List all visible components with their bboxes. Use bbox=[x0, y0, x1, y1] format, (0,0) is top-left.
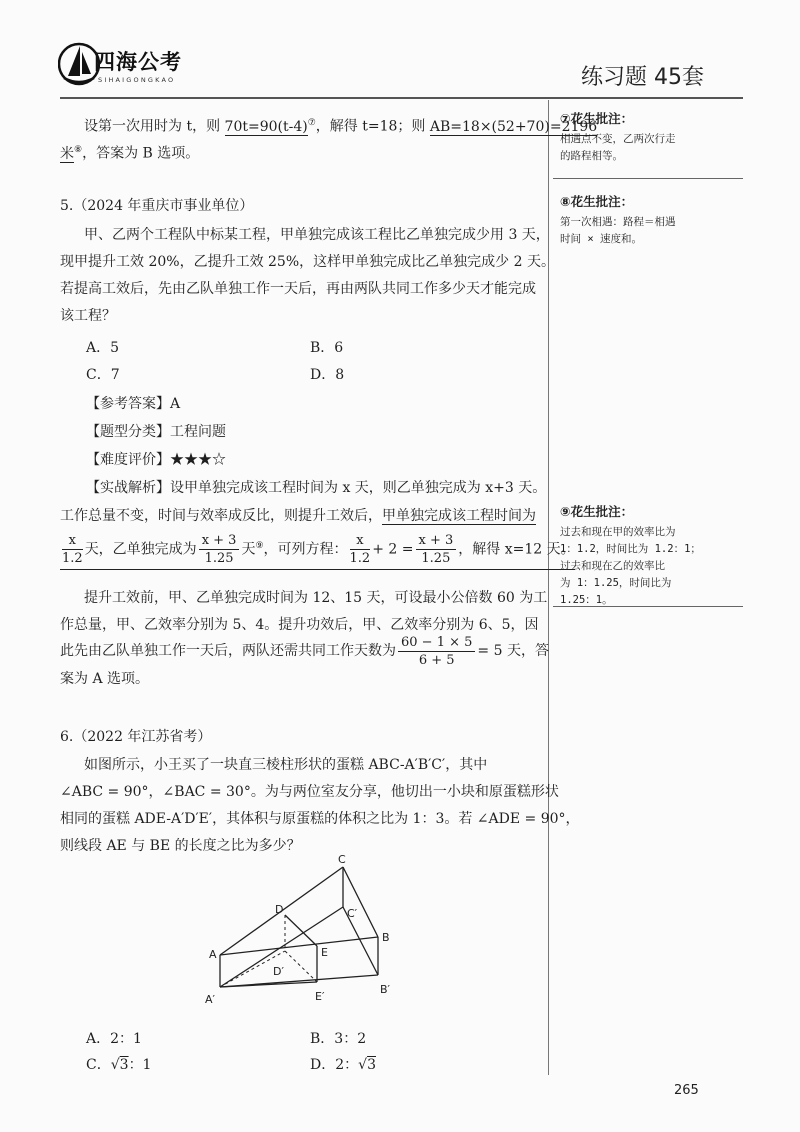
note-line: 的路程相等。 bbox=[560, 150, 623, 162]
note-title: ⑧花生批注： bbox=[560, 194, 634, 209]
q5-analysis-line-1: 【实战解析】设甲单独完成该工程时间为 x 天，则乙单独完成为 x+3 天。 bbox=[86, 480, 547, 496]
q6-option-c: C．√3：1 bbox=[86, 1057, 152, 1073]
note-8 bbox=[560, 192, 676, 248]
fraction: $\frac{x}{1.2}$ bbox=[62, 533, 83, 567]
note-7 bbox=[560, 109, 676, 165]
label-e-prime: E′ bbox=[315, 990, 325, 1003]
q5-para2-line-3: 此先由乙队单独工作一天后，两队还需共同工作天数为 $\frac{60 - 1 \times 5}{6 + 5}$ = 5 天，答 bbox=[60, 634, 549, 668]
label-a-prime: A′ bbox=[205, 993, 216, 1006]
q5-para2 bbox=[60, 585, 547, 639]
q5-stem-line: 若提高工效后，先由乙队单独工作一天后，再由两队共同工作多少天才能完成 bbox=[60, 281, 536, 297]
fraction: $\frac{x}{1.2}$ bbox=[349, 533, 371, 567]
note-line: 时间 × 速度和。 bbox=[560, 233, 642, 245]
label-d: D bbox=[275, 903, 284, 916]
q6-option-b: B．3：2 bbox=[310, 1031, 367, 1047]
q5-para2-line-4: 案为 A 选项。 bbox=[60, 671, 150, 687]
note-line: 1.25：1。 bbox=[560, 594, 613, 606]
q5-stem-line: 该工程？ bbox=[60, 308, 116, 324]
note-title: ⑨花生批注： bbox=[560, 504, 634, 519]
q5-option-a: A．5 bbox=[86, 340, 120, 356]
q6-stem-line: 则线段 AE 与 BE 的长度之比为多少？ bbox=[60, 838, 301, 854]
q5-option-d: D．8 bbox=[310, 367, 345, 383]
note-line: 过去和现在乙的效率比 bbox=[560, 560, 665, 572]
note-line: 为 1：1.25，时间比为 bbox=[560, 577, 672, 589]
q5-answer: 【参考答案】A bbox=[86, 396, 181, 412]
intro-line-1: 设第一次用时为 t，则 70t=90(t-4)⑦，解得 t=18；则 AB=18×(52+70)=2196 bbox=[84, 118, 598, 135]
q5-analysis-line-2: 工作总量不变，时间与效率成反比，则提升工效后，甲单独完成该工程时间为 bbox=[60, 508, 536, 524]
logo-name: 四海公考 bbox=[94, 50, 182, 74]
note-line: 1：1.2，时间比为 1.2：1； bbox=[560, 543, 701, 555]
label-a: A bbox=[209, 948, 217, 961]
q6-option-d: D．2：√3 bbox=[310, 1057, 376, 1073]
q6-stem-line: ∠ABC = 90°，∠BAC = 30°。为与两位室友分享，他切出一小块和原蛋糕形状 bbox=[60, 784, 559, 800]
q6-stem-line: 相同的蛋糕 ADE-A′D′E′，其体积与原蛋糕的体积之比为 1：3。若 ∠ADE = 90°， bbox=[60, 811, 580, 827]
prism-figure bbox=[195, 855, 415, 1015]
note-line: 相遇点不变，乙两次行走 bbox=[560, 133, 676, 145]
fraction: $\frac{60 - 1 \times 5}{6 + 5}$ bbox=[398, 634, 475, 669]
q6-stem-line: 如图所示，小王买了一块直三棱柱形状的蛋糕 ABC-A′B′C′，其中 bbox=[84, 757, 488, 773]
note-title: ⑦花生批注： bbox=[560, 111, 634, 126]
q6-stem bbox=[60, 752, 580, 860]
q5-option-c: C．7 bbox=[86, 367, 120, 383]
fraction: $\frac{x + 3}{1.25}$ bbox=[199, 532, 240, 567]
label-c: C bbox=[338, 855, 346, 866]
note-separator bbox=[553, 606, 743, 607]
note-line: 过去和现在甲的效率比为 bbox=[560, 526, 676, 538]
q5-stem bbox=[60, 222, 555, 330]
q5-option-b: B．6 bbox=[310, 340, 344, 356]
q5-difficulty: 【难度评价】★★★☆ bbox=[86, 452, 226, 468]
label-e: E bbox=[321, 946, 328, 959]
q5-heading: 5.（2024 年重庆市事业单位） bbox=[60, 198, 254, 214]
header-rule bbox=[60, 97, 743, 99]
label-b-prime: B′ bbox=[380, 983, 391, 996]
note-separator bbox=[553, 178, 743, 179]
page-number: 265 bbox=[674, 1083, 699, 1098]
label-c-prime: C′ bbox=[347, 907, 358, 920]
publisher-logo bbox=[58, 40, 198, 96]
q5-para2-line: 提升工效前，甲、乙单独完成时间为 12、15 天，可设最小公倍数 60 为工 bbox=[84, 590, 548, 606]
fraction: $\frac{x + 3}{1.25}$ bbox=[416, 532, 457, 567]
q5-category: 【题型分类】工程问题 bbox=[86, 424, 226, 440]
q5-stem-line: 甲、乙两个工程队中标某工程，甲单独完成该工程比乙单独完成少用 3 天， bbox=[84, 227, 550, 243]
logo-subtitle: SIHAIGONGKAO bbox=[98, 76, 176, 84]
q6-heading: 6.（2022 年江苏省考） bbox=[60, 729, 212, 745]
intro-line-2: 米⑧，答案为 B 选项。 bbox=[60, 145, 200, 162]
q6-option-a: A．2：1 bbox=[86, 1031, 142, 1047]
q5-stem-line: 现甲提升工效 20%，乙提升工效 25%，这样甲单独完成比乙单独完成少 2 天。 bbox=[60, 254, 555, 270]
note-9 bbox=[560, 502, 701, 609]
q5-analysis-line-3: $\frac{x}{1.2}$ 天，乙单独完成为 $\frac{x + 3}{1.25}$ 天⑨，可列方程： $\frac{x}{1.2}$ + 2 = $\frac{x + 3}{1.25}$ ，解得 x=12 天。 bbox=[60, 527, 575, 570]
note-line: 第一次相遇：路程＝相遇 bbox=[560, 216, 676, 228]
q5-para2-line: 作总量，甲、乙效率分别为 5、4。提升功效后，甲、乙效率分别为 6、5，因 bbox=[60, 617, 539, 633]
label-d-prime: D′ bbox=[273, 965, 284, 978]
series-title: 练习题 45套 bbox=[581, 65, 704, 90]
label-b: B bbox=[382, 931, 390, 944]
